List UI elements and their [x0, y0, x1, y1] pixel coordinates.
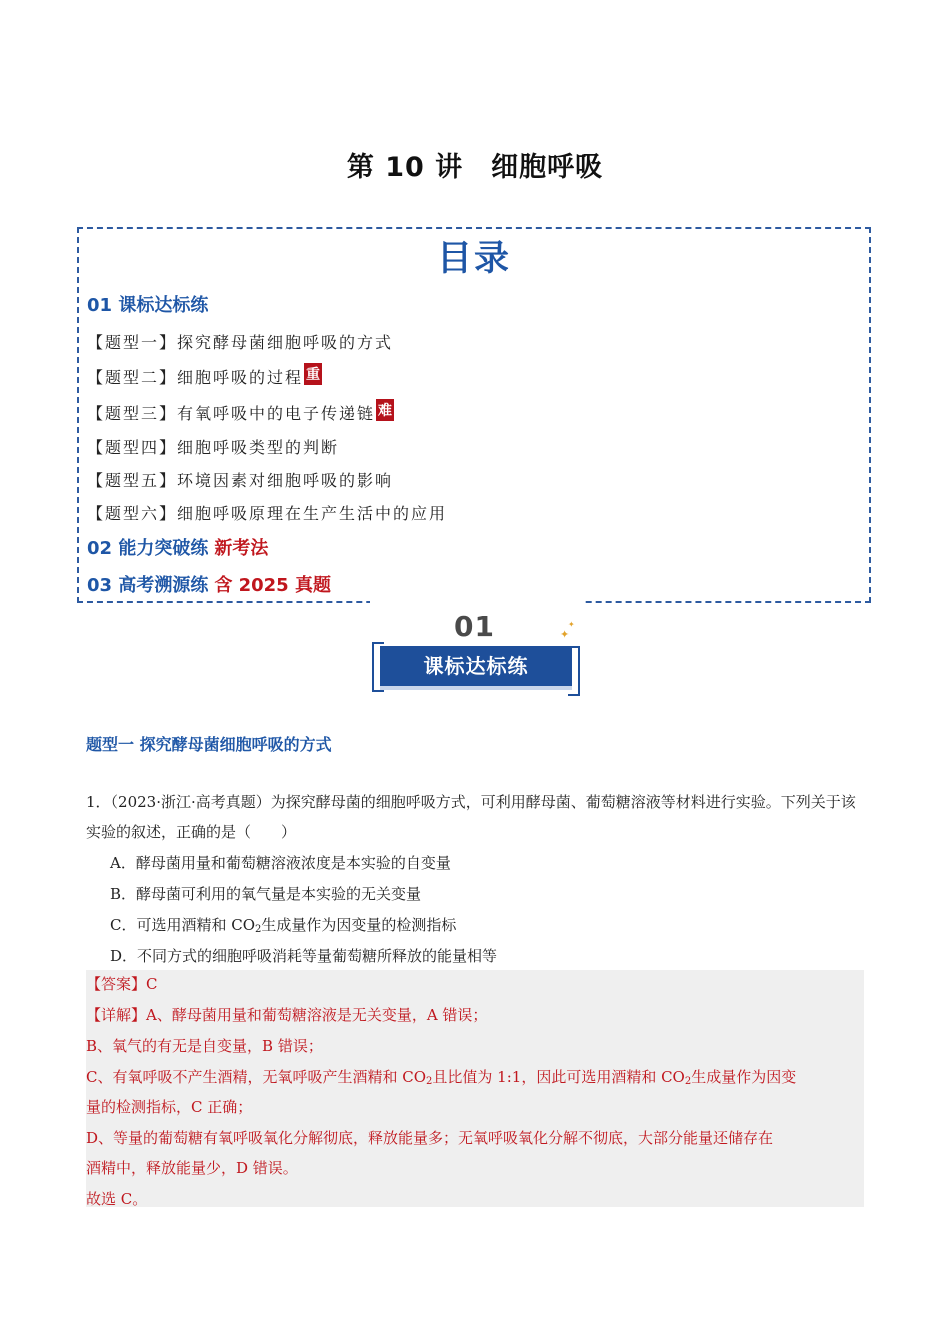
banner-number: 01 — [454, 610, 495, 643]
detail-line-a: 【详解】A、酵母菌用量和葡萄糖溶液是无关变量，A 错误； — [86, 1006, 488, 1024]
option-b: B．酵母菌可利用的氧气量是本实验的无关变量 — [110, 885, 422, 903]
toc-section-1[interactable]: 01 课标达标练 — [87, 295, 209, 316]
banner-label: 课标达标练 — [380, 646, 572, 686]
sparkle-icon: ✦ — [560, 628, 570, 641]
toc-item-1[interactable]: 【题型一】探究酵母菌细胞呼吸的方式 — [87, 333, 394, 352]
detail-line-d-cont: 酒精中，释放能量少，D 错误。 — [86, 1159, 298, 1177]
conclusion-line: 故选 C。 — [86, 1190, 148, 1208]
toc-section-2[interactable]: 02 能力突破练 新考法 — [87, 538, 269, 559]
sparkle-icon: ✦ — [568, 620, 575, 629]
detail-line-c: C、有氧呼吸不产生酒精，无氧呼吸产生酒精和 $CO_2$且比值为 1:1，因此可选用酒精和 $CO_2$生成量作为因变 — [86, 1068, 797, 1087]
answer-line: 【答案】C — [86, 975, 158, 993]
detail-line-c-cont: 量的检测指标，C 正确； — [86, 1098, 253, 1116]
detail-line-b: B、氧气的有无是自变量，B 错误； — [86, 1037, 323, 1055]
section-banner — [372, 608, 582, 694]
difficult-badge: 难 — [376, 399, 394, 421]
key-point-badge: 重 — [304, 363, 322, 385]
banner-gap — [370, 600, 582, 608]
table-of-contents — [77, 227, 871, 603]
toc-item-3[interactable]: 【题型三】有氧呼吸中的电子传递链 难 — [87, 399, 394, 424]
toc-item-5[interactable]: 【题型五】环境因素对细胞呼吸的影响 — [87, 471, 394, 490]
option-d: D．不同方式的细胞呼吸消耗等量葡萄糖所释放的能量相等 — [110, 947, 498, 965]
option-c: C．可选用酒精和 $CO_2$生成量作为因变量的检测指标 — [110, 916, 457, 935]
new-method-tag: 新考法 — [214, 538, 269, 559]
real-exam-tag: 含 2025 真题 — [214, 575, 331, 596]
toc-item-4[interactable]: 【题型四】细胞呼吸类型的判断 — [87, 438, 340, 457]
toc-item-6[interactable]: 【题型六】细胞呼吸原理在生产生活中的应用 — [87, 504, 448, 523]
toc-section-3[interactable]: 03 高考溯源练 含 2025 真题 — [87, 575, 331, 596]
question-type-title: 题型一 探究酵母菌细胞呼吸的方式 — [86, 735, 332, 754]
toc-heading: 目录 — [436, 239, 511, 279]
detail-line-d: D、等量的葡萄糖有氧呼吸氧化分解彻底，释放能量多；无氧呼吸氧化分解不彻底，大部分能量还储存在 — [86, 1129, 774, 1147]
toc-item-2[interactable]: 【题型二】细胞呼吸的过程 重 — [87, 363, 322, 388]
document-title: 第 10 讲 细胞呼吸 — [346, 152, 604, 183]
question-stem: 1．（2023·浙江·高考真题）为探究酵母菌的细胞呼吸方式，可利用酵母菌、葡萄糖溶液等材料进行实验。下列关于该实验的叙述，正确的是（ ） — [86, 793, 856, 841]
option-a: A．酵母菌用量和葡萄糖溶液浓度是本实验的自变量 — [110, 854, 451, 872]
